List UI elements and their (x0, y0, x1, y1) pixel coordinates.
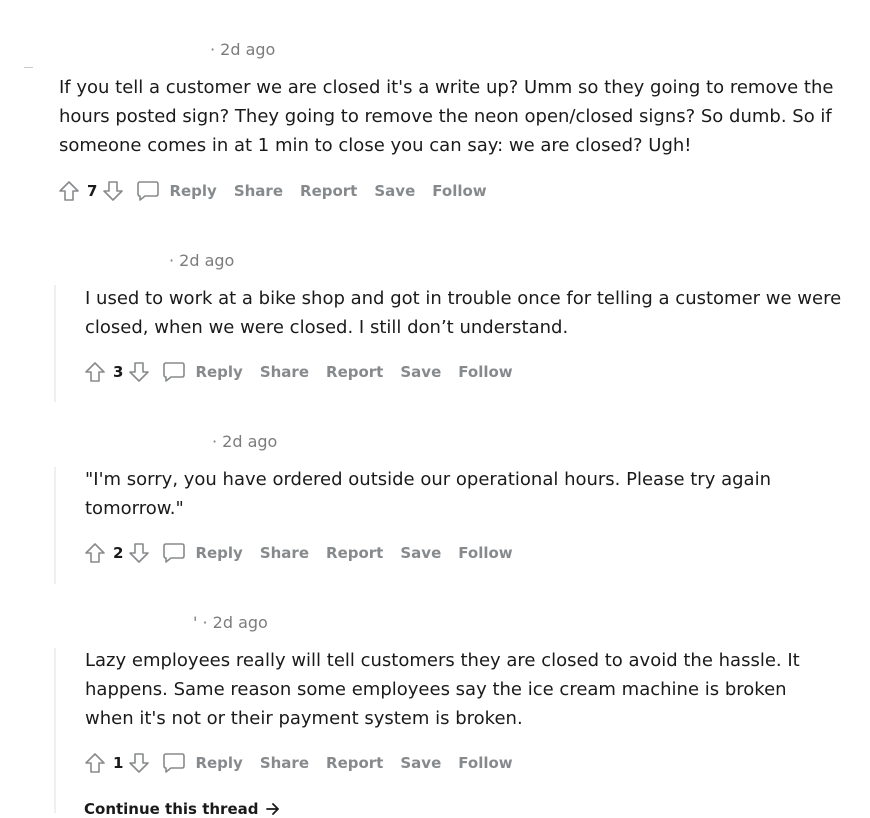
continue-thread-label: Continue this thread (84, 800, 259, 818)
upvote-arrow-icon[interactable] (57, 179, 81, 203)
comment-timestamp: · 2d ago (169, 251, 235, 270)
speech-bubble-icon[interactable] (161, 541, 187, 565)
thread-line-level-1[interactable] (54, 285, 56, 402)
reply-button[interactable]: Reply (195, 754, 243, 772)
upvote-arrow-icon[interactable] (83, 541, 107, 565)
save-button[interactable]: Save (400, 754, 442, 772)
comment-actions (83, 540, 513, 566)
save-button[interactable]: Save (400, 363, 442, 381)
continue-thread-link[interactable] (84, 800, 280, 818)
vote-score: 7 (87, 182, 98, 200)
downvote-arrow-icon[interactable] (127, 360, 151, 384)
reply-button[interactable]: Reply (195, 544, 243, 562)
upvote-arrow-icon[interactable] (83, 360, 107, 384)
thread-line-level-3[interactable] (54, 648, 56, 813)
report-button[interactable]: Report (300, 182, 358, 200)
share-button[interactable]: Share (259, 363, 310, 381)
upvote-arrow-icon[interactable] (83, 751, 107, 775)
report-button[interactable]: Report (326, 544, 384, 562)
downvote-arrow-icon[interactable] (127, 751, 151, 775)
share-button[interactable]: Share (259, 544, 310, 562)
share-button[interactable]: Share (259, 754, 310, 772)
speech-bubble-icon[interactable] (161, 360, 187, 384)
reply-button[interactable]: Reply (195, 363, 243, 381)
save-button[interactable]: Save (374, 182, 416, 200)
comment-actions (83, 750, 513, 776)
vote-score: 1 (113, 754, 124, 772)
share-button[interactable]: Share (233, 182, 284, 200)
speech-bubble-icon[interactable] (161, 751, 187, 775)
comment-actions (57, 178, 487, 204)
vote-score: 3 (113, 363, 124, 381)
thread-line-level-2[interactable] (54, 467, 56, 584)
collapse-thread-control[interactable] (24, 67, 33, 68)
comment-actions (83, 359, 513, 385)
comment-body: I used to work at a bike shop and got in trouble once for telling a customer we were closed, when we were closed. I still don’t understand. (85, 288, 842, 338)
comment-timestamp: · 2d ago (210, 40, 276, 59)
speech-bubble-icon[interactable] (135, 179, 161, 203)
comment-body: "I'm sorry, you have ordered outside our operational hours. Please try again tomorrow." (85, 469, 771, 519)
vote-score: 2 (113, 544, 124, 562)
follow-button[interactable]: Follow (432, 182, 487, 200)
follow-button[interactable]: Follow (458, 544, 513, 562)
comment-timestamp: · 2d ago (212, 432, 278, 451)
save-button[interactable]: Save (400, 544, 442, 562)
arrow-right-icon (266, 803, 280, 815)
follow-button[interactable]: Follow (458, 754, 513, 772)
report-button[interactable]: Report (326, 754, 384, 772)
reply-button[interactable]: Reply (169, 182, 217, 200)
comment-body: If you tell a customer we are closed it's a write up? Umm so they going to remove the hours posted sign? They going to remove the neon open/closed signs? So dumb. So if someone comes in at 1 min to close you can say: we are closed? Ugh! (59, 77, 834, 156)
comment-body: Lazy employees really will tell customers they are closed to avoid the hassle. It happens. Same reason some employees say the ice cream machine is broken when it's not or their payment system is broken. (85, 650, 800, 729)
downvote-arrow-icon[interactable] (101, 179, 125, 203)
downvote-arrow-icon[interactable] (127, 541, 151, 565)
follow-button[interactable]: Follow (458, 363, 513, 381)
comment-timestamp: ' · 2d ago (193, 613, 268, 632)
report-button[interactable]: Report (326, 363, 384, 381)
